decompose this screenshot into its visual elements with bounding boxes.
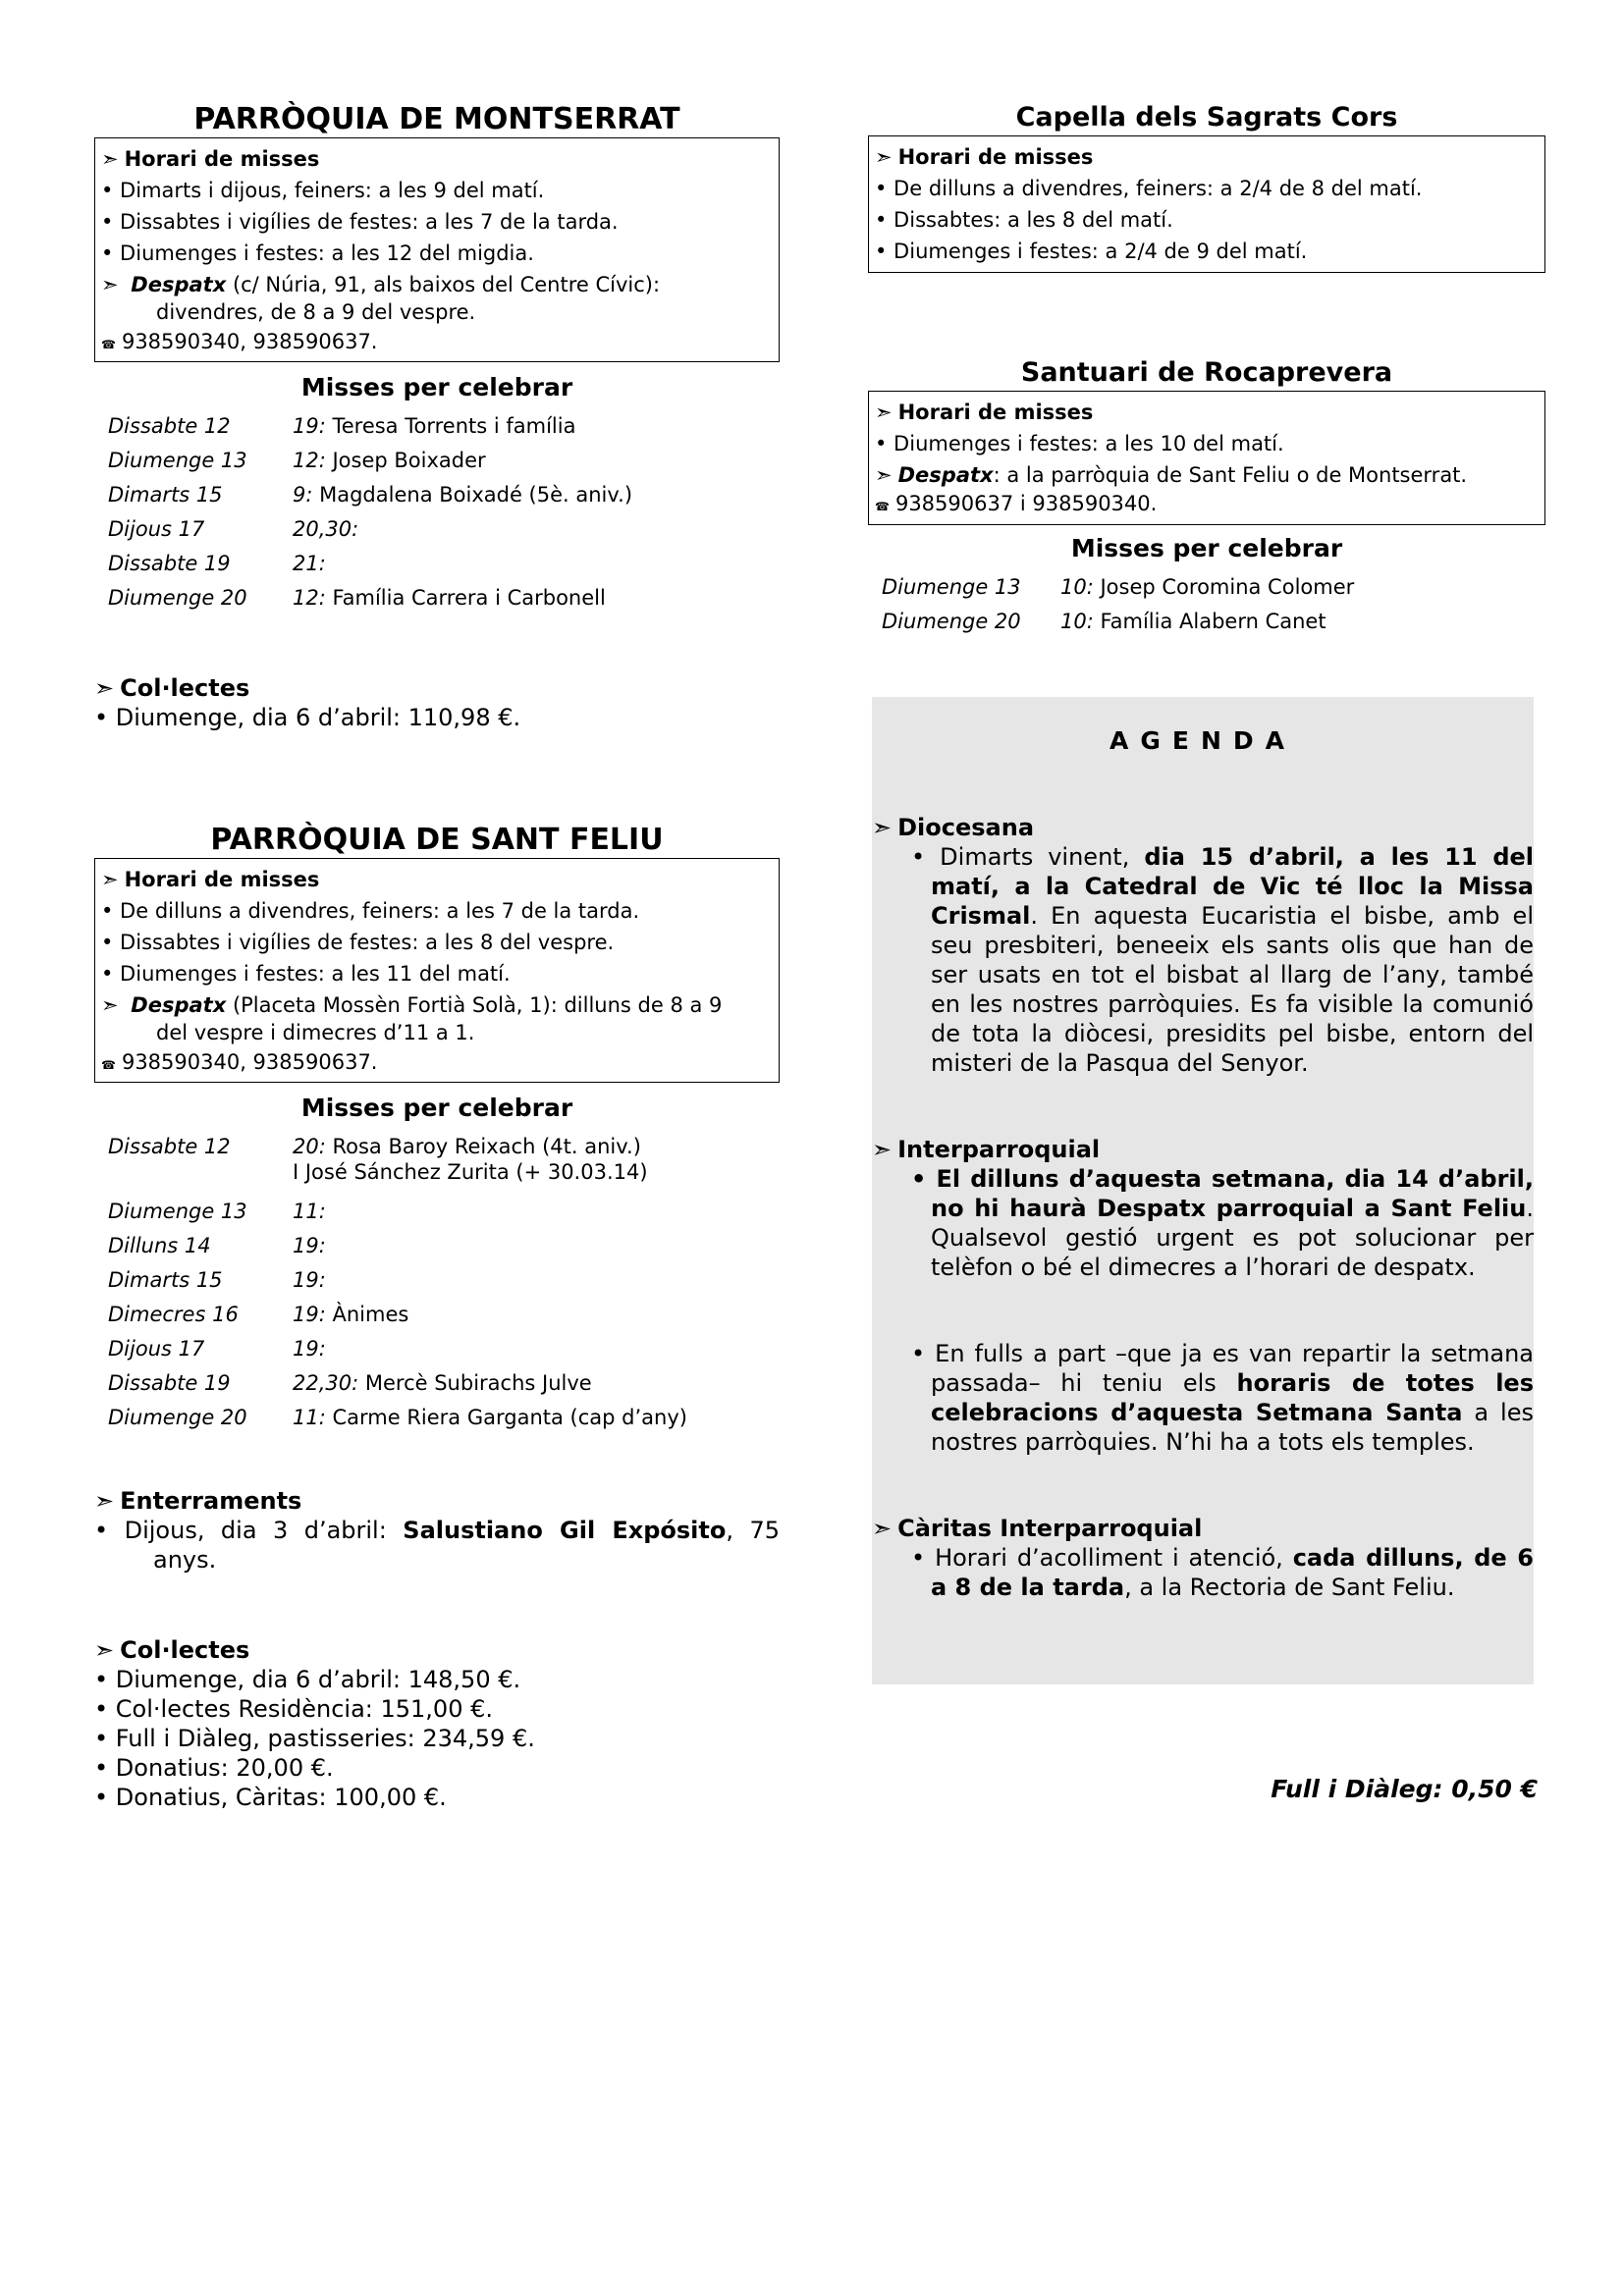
arrow-icon: ➣	[872, 814, 893, 841]
montserrat-collectes	[94, 673, 780, 732]
enterraments-header: ➣ Enterraments	[94, 1487, 302, 1515]
santfeliu-section	[94, 823, 780, 1435]
despatx-line-2: divendres, de 8 a 9 del vespre.	[156, 300, 476, 324]
montserrat-misses-table	[108, 409, 632, 615]
agenda-box	[872, 697, 1534, 1684]
table-row: Dissabte 12 19: Teresa Torrents i família	[108, 414, 576, 438]
table-row: Diumenge 20 11: Carme Riera Garganta (cap d’any)	[108, 1406, 687, 1429]
table-row: Dilluns 14 19:	[108, 1234, 326, 1257]
table-row: Dimecres 16 19: Ànimes	[108, 1303, 409, 1326]
horari-line: • Dissabtes i vigílies de festes: a les 7 de la tarda.	[101, 210, 619, 234]
table-row: Dimarts 15 9: Magdalena Boixadé (5è. aniv.)	[108, 483, 633, 507]
horari-line: • Diumenges i festes: a 2/4 de 9 del matí.	[875, 240, 1308, 263]
capella-horari-box	[868, 135, 1545, 273]
despatx-line: ➣ Despatx (Placeta Mossèn Fortià Solà, 1): dilluns de 8 a 9	[101, 993, 723, 1017]
phone-icon: ☎	[875, 500, 890, 513]
enterrament-line: • Dijous, dia 3 d’abril: Salustiano Gil Expósito, 75 anys.	[94, 1517, 781, 1574]
horari-line: • De dilluns a divendres, feiners: a les 7 de la tarda.	[101, 899, 640, 923]
phone-line: ☎ 938590637 i 938590340.	[875, 492, 1158, 515]
table-row: Diumenge 13 10: Josep Coromina Colomer	[882, 575, 1355, 599]
santuari-horari-box	[868, 391, 1545, 525]
collecte-line: • Diumenge, dia 6 d’abril: 110,98 €.	[94, 704, 521, 731]
santfeliu-horari-box	[94, 858, 780, 1083]
agenda-interparroquial	[872, 1135, 1534, 1282]
horari-header: ➣ Horari de misses	[875, 145, 1094, 169]
horari-line: • Diumenges i festes: a les 11 del matí.	[101, 962, 511, 986]
despatx-line: ➣ Despatx (c/ Núria, 91, als baixos del Centre Cívic):	[101, 273, 661, 296]
horari-header: ➣ Horari de misses	[875, 400, 1094, 424]
capella-section	[868, 100, 1545, 273]
collecte-line: • Diumenge, dia 6 d’abril: 148,50 €.	[94, 1666, 521, 1693]
misses-title: Misses per celebrar	[300, 373, 573, 401]
santfeliu-collectes	[94, 1635, 780, 1812]
capella-title: Capella dels Sagrats Cors	[1015, 102, 1398, 133]
horari-line: • Dissabtes i vigílies de festes: a les 8 del vespre.	[101, 931, 615, 954]
price-label: Full i Diàleg: 0,50 €	[1271, 1775, 1538, 1803]
arrow-icon: ➣	[94, 1487, 115, 1515]
table-row: Dissabte 19 21:	[108, 552, 326, 575]
collectes-header: ➣ Col·lectes	[94, 1636, 250, 1664]
arrow-icon: ➣	[875, 463, 893, 487]
arrow-icon: ➣	[101, 868, 119, 891]
table-row: Dimarts 15 19:	[108, 1268, 326, 1292]
santfeliu-misses-table	[108, 1130, 687, 1435]
arrow-icon: ➣	[94, 1636, 115, 1664]
diocesana-header: ➣ Diocesana	[872, 814, 1035, 841]
phone-line: ☎ 938590340, 938590637.	[101, 1050, 378, 1074]
arrow-icon: ➣	[875, 400, 893, 424]
phone-icon: ☎	[101, 1058, 116, 1072]
table-row: Dijous 17 20,30:	[108, 517, 359, 541]
misses-title: Misses per celebrar	[300, 1094, 573, 1122]
arrow-icon: ➣	[101, 993, 119, 1017]
phone-icon: ☎	[101, 338, 116, 351]
horari-line: • Diumenges i festes: a les 10 del matí.	[875, 432, 1284, 455]
agenda-diocesana	[872, 813, 1534, 1078]
santuari-section	[868, 355, 1545, 639]
fulls-text: • En fulls a part –que ja es van repartir la setmana passada– hi teniu els horaris de totes les celebracions d’aquesta Setmana Santa a les nostres parròquies. N’hi ha a tots els temples.	[911, 1340, 1534, 1456]
collecte-line: • Full i Diàleg, pastisseries: 234,59 €.	[94, 1725, 535, 1752]
montserrat-section	[94, 102, 780, 615]
table-row: Diumenge 20 10: Família Alabern Canet	[882, 610, 1326, 633]
collecte-line: • Col·lectes Residència: 151,00 €.	[94, 1695, 493, 1723]
interparroquial-text: • El dilluns d’aquesta setmana, dia 14 d’abril, no hi haurà Despatx parroquial a Sant Feliu. Qualsevol gestió urgent es pot solucionar per telèfon o bé el dimecres a l’horari de despatx.	[911, 1165, 1534, 1281]
agenda-title: AGENDA	[1110, 726, 1296, 755]
collecte-line: • Donatius: 20,00 €.	[94, 1754, 334, 1782]
collectes-header: ➣ Col·lectes	[94, 674, 250, 702]
arrow-icon: ➣	[101, 273, 119, 296]
agenda-caritas	[872, 1514, 1534, 1602]
horari-line: • Diumenges i festes: a les 12 del migdia.	[101, 241, 534, 265]
arrow-icon: ➣	[872, 1515, 893, 1542]
interparroquial-header: ➣ Interparroquial	[872, 1136, 1101, 1163]
table-row: Dijous 17 19:	[108, 1337, 326, 1361]
horari-header: ➣ Horari de misses	[101, 147, 320, 171]
despatx-line-2: del vespre i dimecres d’11 a 1.	[156, 1021, 475, 1044]
caritas-text: • Horari d’acolliment i atenció, cada dilluns, de 6 a 8 de la tarda, a la Rectoria de Sant Feliu.	[911, 1544, 1534, 1601]
arrow-icon: ➣	[94, 674, 115, 702]
collecte-line: • Donatius, Càritas: 100,00 €.	[94, 1784, 447, 1811]
arrow-icon: ➣	[101, 147, 119, 171]
montserrat-title: PARRÒQUIA DE MONTSERRAT	[193, 102, 680, 136]
montserrat-horari-box	[94, 137, 780, 362]
horari-line: • Dimarts i dijous, feiners: a les 9 del matí.	[101, 179, 545, 202]
table-row: Dissabte 12 20: Rosa Baroy Reixach (4t. aniv.) I José Sánchez Zurita (+ 30.03.14)	[108, 1135, 648, 1184]
diocesana-text: • Dimarts vinent, dia 15 d’abril, a les 11 del matí, a la Catedral de Vic té lloc la Missa Crismal. En aquesta Eucaristia el bisbe, amb el seu presbiteri, beneeix els sants olis que han de ser usats en tot el bisbat al llarg de l’any, també en les nostres parròquies. Es fa visible la comunió de tota la diòcesi, presidits pel bisbe, entorn del misteri de la Pasqua del Senyor.	[911, 843, 1534, 1077]
table-row: Dissabte 19 22,30: Mercè Subirachs Julve	[108, 1371, 592, 1395]
table-row: Diumenge 13 12: Josep Boixader	[108, 449, 486, 472]
santuari-misses-table	[882, 570, 1354, 639]
agenda-fulls	[872, 1339, 1534, 1457]
caritas-header: ➣ Càritas Interparroquial	[872, 1515, 1203, 1542]
horari-header: ➣ Horari de misses	[101, 868, 320, 891]
santuari-title: Santuari de Rocaprevera	[1020, 357, 1393, 388]
despatx-line: ➣ Despatx: a la parròquia de Sant Feliu o de Montserrat.	[875, 463, 1468, 487]
table-row: Diumenge 20 12: Família Carrera i Carbonell	[108, 586, 606, 610]
misses-title: Misses per celebrar	[1070, 534, 1343, 562]
arrow-icon: ➣	[875, 145, 893, 169]
horari-line: • De dilluns a divendres, feiners: a 2/4 de 8 del matí.	[875, 177, 1423, 200]
horari-line: • Dissabtes: a les 8 del matí.	[875, 208, 1173, 232]
table-row: Diumenge 13 11:	[108, 1200, 326, 1223]
phone-line: ☎ 938590340, 938590637.	[101, 330, 378, 353]
santfeliu-title: PARRÒQUIA DE SANT FELIU	[210, 823, 664, 857]
arrow-icon: ➣	[872, 1136, 893, 1163]
enterraments-section	[94, 1486, 780, 1575]
